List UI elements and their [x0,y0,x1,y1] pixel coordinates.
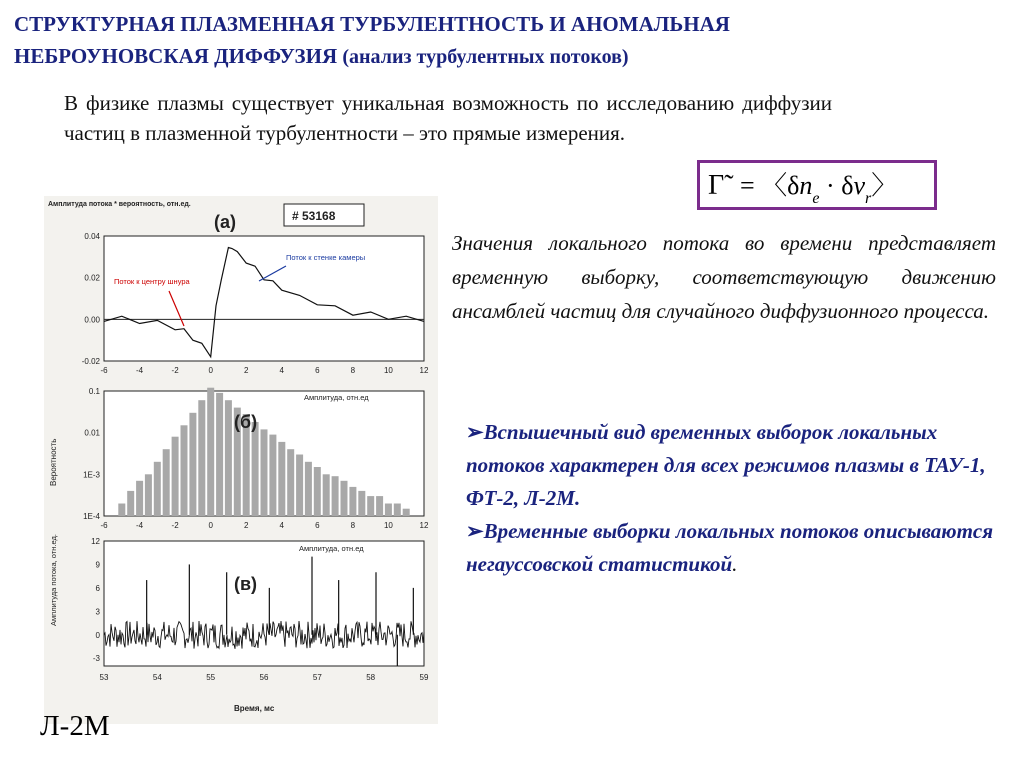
x-tick-label: 4 [279,521,285,530]
x-tick-label: 12 [419,366,429,375]
x-tick-label: 6 [315,366,320,375]
x-tick-label: 54 [152,673,162,682]
y-tick-label: -3 [92,654,100,664]
x-tick-label: -6 [100,521,108,530]
histogram-bar [305,462,312,516]
panel-b-ylabel: Вероятность [49,438,58,486]
figure-svg [44,196,438,724]
x-tick-label: -4 [135,521,144,530]
x-tick-label: 10 [383,366,393,375]
histogram-bar [358,491,365,516]
x-tick-label: -2 [171,521,179,530]
histogram-bar [163,449,170,516]
y-tick-label: 0.04 [84,232,100,241]
histogram-bar [323,474,330,516]
title-subtitle: (анализ турбулентных потоков) [342,46,629,68]
bullet-period: . [732,552,738,576]
x-tick-label: 8 [350,366,356,375]
panel-c-label: (в) [234,574,258,594]
title-line-2-main: НЕБРОУНОВСКАЯ ДИФФУЗИЯ [14,44,338,68]
y-tick-label: 0 [95,630,100,640]
y-tick-label: -0.02 [81,357,100,366]
histogram-bar [341,481,348,516]
x-tick-label: 59 [419,673,429,682]
histogram-bar [314,467,321,516]
panel-c-ylabel: Амплитуда потока, отн.ед. [49,534,58,626]
x-tick-label: -2 [171,366,179,375]
histogram-bar [403,509,410,516]
bullet-item [466,515,1006,581]
histogram-bar [287,449,294,516]
histogram-bar [216,393,223,516]
panel-c-series-label: Амплитуда, отн.ед [299,544,364,553]
intro-paragraph: В физике плазмы существует уникальная возможность по исследованию диффузии частиц в плазменной турбулентности – это прямые измерения. [64,91,832,145]
panel-b-xlabel: Амплитуда, отн.ед [304,393,369,402]
x-tick-label: 10 [383,521,393,530]
conclusion-bullets [466,416,1006,581]
histogram-bar [367,496,374,516]
formula-rhs: = 〈$\delta n_e \cdot \delta v_r$〉 [740,171,898,207]
bullet-text: Временные выборки локальных потоков описываются негауссовской статистикой [466,519,994,576]
annotation-to-center: Поток к центру шнура [114,277,190,286]
histogram-bar [269,435,276,516]
panel-a-label: (а) [214,212,236,232]
histogram-bar [172,437,179,516]
x-tick-label: 6 [315,521,320,530]
histogram-bar [145,474,152,516]
panel-c-xlabel: Время, мс [234,704,275,713]
histogram-bar [127,491,134,516]
histogram-bar [118,504,125,517]
device-label: Л-2М [40,710,110,742]
flux-formula [700,163,934,207]
x-tick-label: 57 [312,673,322,682]
y-tick-label: 9 [95,560,100,570]
bullet-arrow-icon: ➢ [466,420,484,444]
y-tick-label: 12 [91,537,100,546]
histogram-bar [349,487,356,516]
bullet-text: Вспышечный вид временных выборок локальных потоков характерен для всех режимов плазмы в ТАУ-1, ФТ-2, Л-2М. [466,420,986,510]
y-tick-label: 0.01 [84,428,100,438]
x-tick-label: 0 [208,521,213,530]
histogram-bar [225,400,232,516]
x-tick-label: 2 [243,366,249,375]
x-tick-label: 53 [99,673,109,682]
histogram-bar [252,422,259,516]
formula-lhs: Γ̃ [708,170,725,201]
description-paragraph: Значения локального потока во времени представляет временную выборку, соответствующую движению ансамблей частиц для случайного диффузионного процесса. [452,231,996,323]
histogram-bar [261,429,268,516]
y-tick-label: 0.02 [84,273,100,283]
histogram-bar [376,496,383,516]
x-tick-label: 12 [419,521,429,530]
annotation-to-wall: Поток к стенке камеры [286,253,366,262]
x-tick-label: 0 [208,366,213,375]
shot-number: # 53168 [292,209,336,223]
panel-a-ylabel: Амплитуда потока * вероятность, отн.ед. [48,201,191,208]
x-tick-label: -6 [100,366,108,375]
histogram-bar [394,504,401,517]
histogram-bar [198,400,205,516]
histogram-bar [296,455,303,517]
flux-formula-box [697,160,937,210]
histogram-bar [136,481,143,516]
histogram-bar [189,413,196,516]
y-tick-label: 0.1 [88,387,100,396]
x-tick-label: 4 [279,366,285,375]
y-tick-label: 0.00 [84,315,100,325]
panel-a-frame [104,236,424,361]
y-tick-label: 3 [95,607,100,617]
y-tick-label: 6 [95,583,100,593]
histogram-bar [385,504,392,517]
x-tick-label: 58 [366,673,376,682]
figure-panels [44,196,438,724]
y-tick-label: 1E-3 [83,470,100,480]
x-tick-label: 55 [206,673,216,682]
x-tick-label: 8 [350,521,356,530]
title-line-1: СТРУКТУРНАЯ ПЛАЗМЕННАЯ ТУРБУЛЕНТНОСТЬ И АНОМАЛЬНАЯ [14,12,730,36]
slide-title [14,8,1014,73]
histogram-bar [181,425,188,516]
x-tick-label: 56 [259,673,269,682]
histogram-bar [278,442,285,516]
histogram-bar [332,476,339,516]
histogram-bar [207,388,214,516]
panel-b-label: (б) [234,412,258,432]
bullet-arrow-icon: ➢ [466,519,484,543]
x-tick-label: -4 [135,366,144,375]
histogram-bar [154,462,161,516]
title-line-2 [14,40,1014,73]
y-tick-label: 1E-4 [83,512,100,521]
x-tick-label: 2 [243,521,249,530]
bullet-item [466,416,1006,515]
